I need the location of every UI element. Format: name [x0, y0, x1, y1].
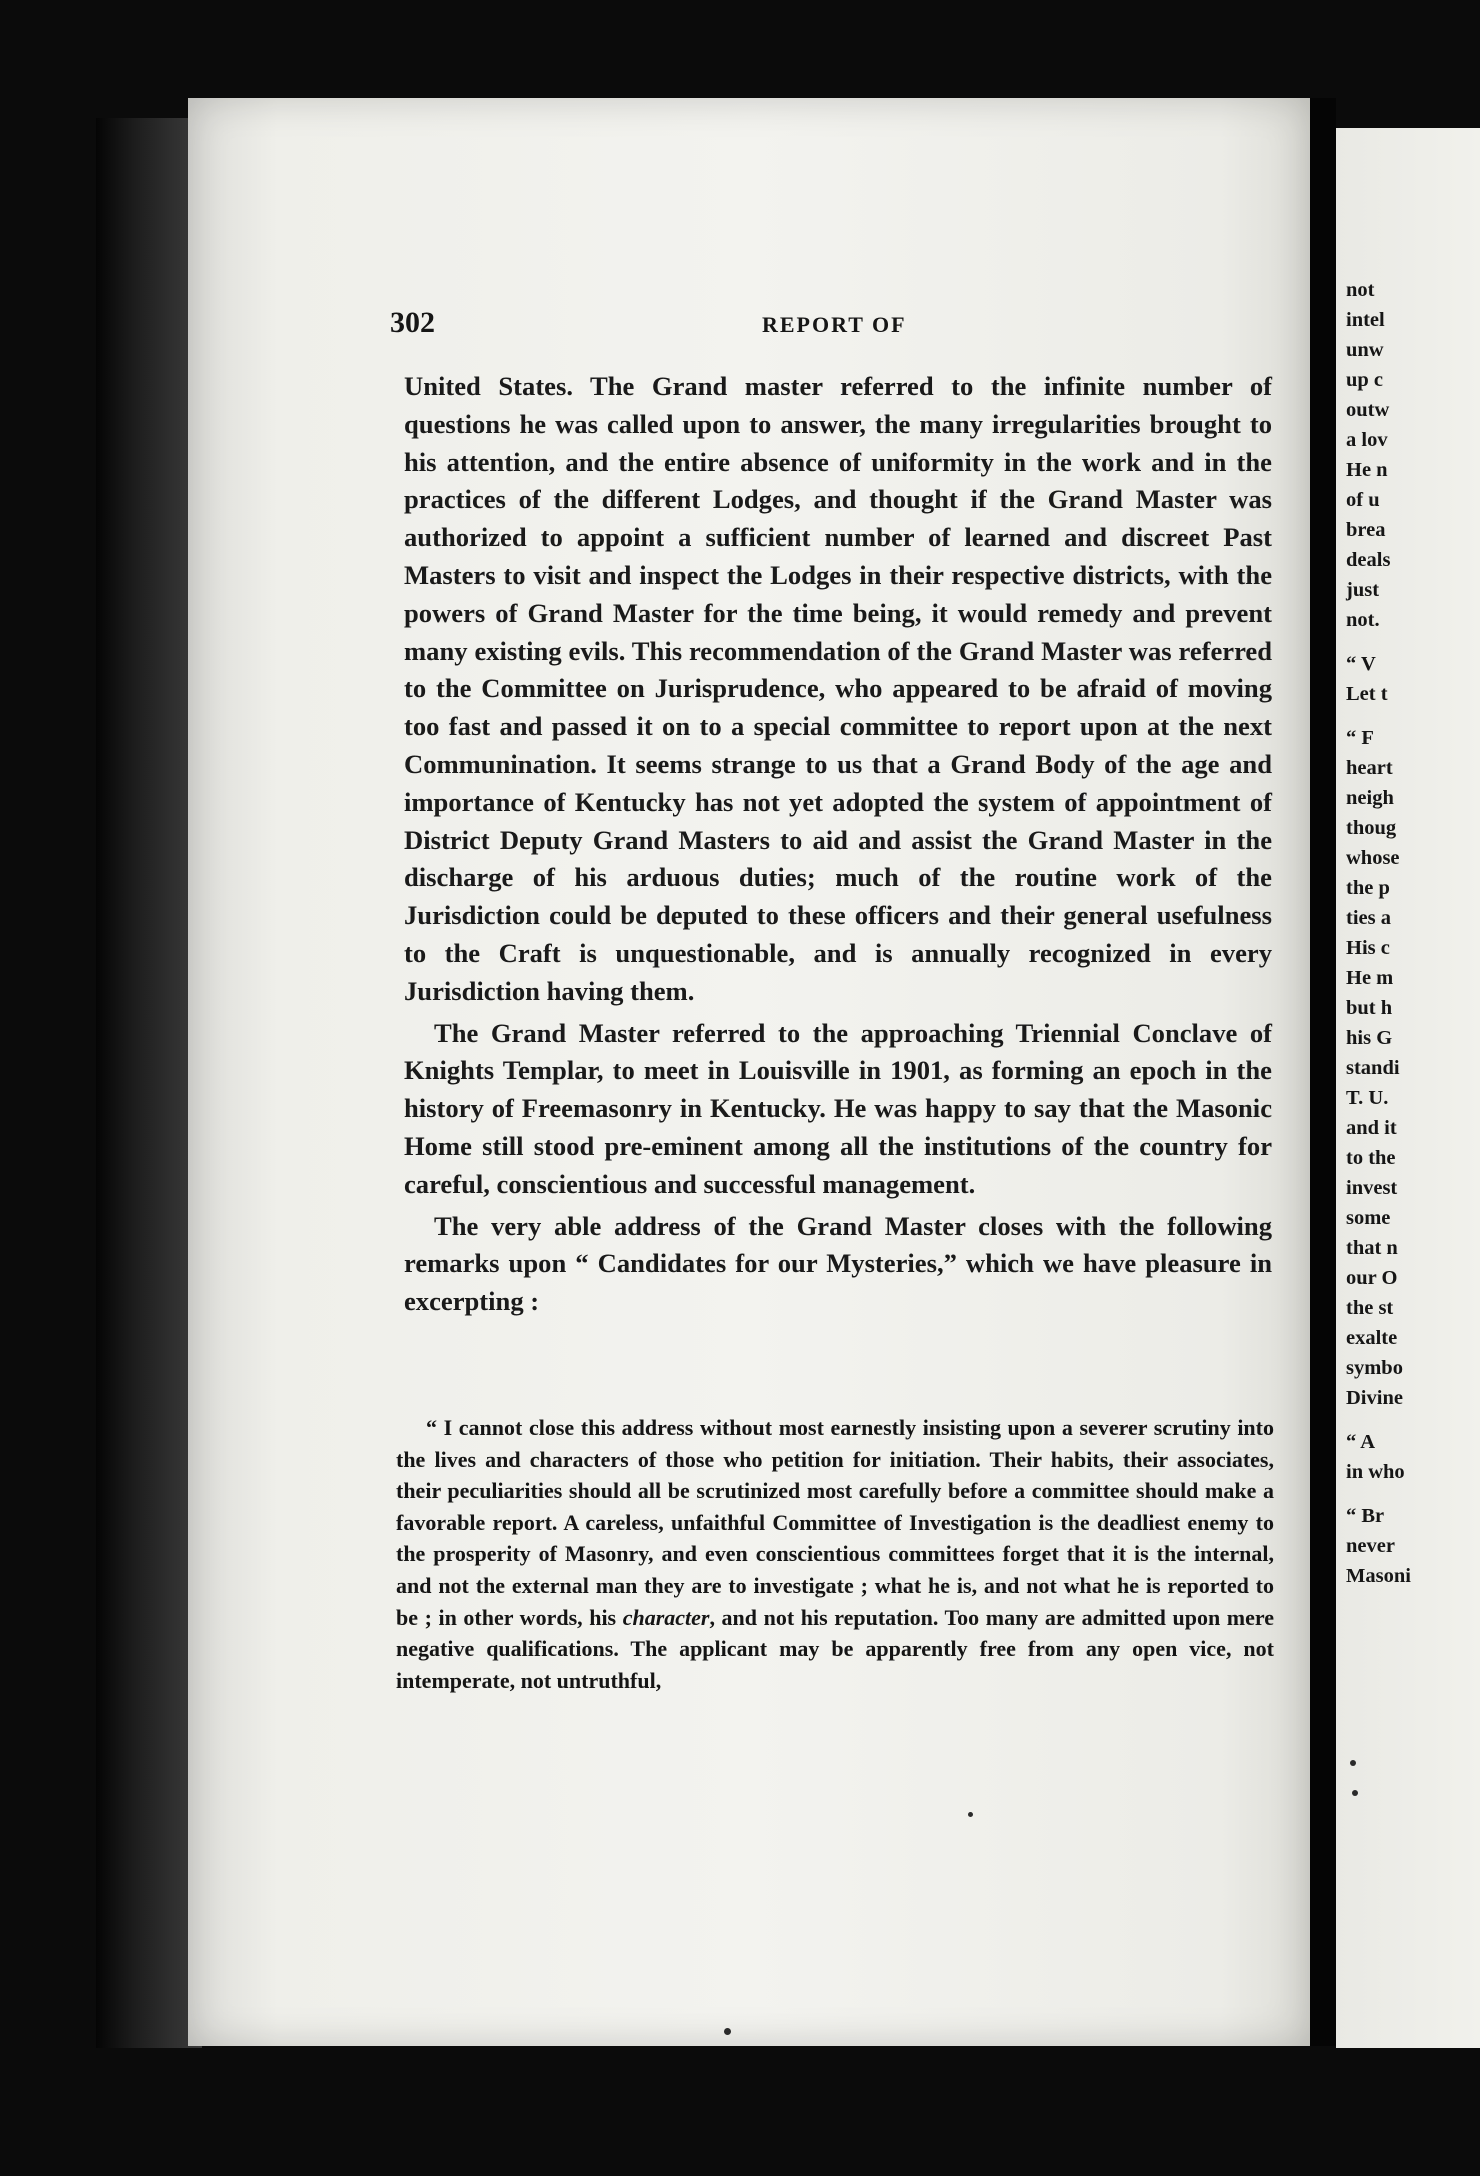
adjacent-page-text: intel — [1346, 309, 1385, 331]
adjacent-page-text: thoug — [1346, 817, 1397, 839]
adjacent-page-text: T. U. — [1346, 1087, 1389, 1109]
adjacent-page-text: “ Br — [1346, 1505, 1385, 1527]
adjacent-page-text: the p — [1346, 877, 1390, 899]
quote-text-after: , and not his reputation. Too many are admitted upon mere negative qualifications. The applicant may be apparently free from any open vice, not intemperate, not untruthful, — [396, 1604, 1274, 1693]
adjacent-page-text: that n — [1346, 1237, 1398, 1259]
adjacent-page-text: whose — [1346, 847, 1400, 869]
adjacent-page-text: “ V — [1346, 653, 1376, 675]
adjacent-page-text: unw — [1346, 339, 1384, 361]
adjacent-page-text: Masoni — [1346, 1565, 1411, 1587]
paragraph-1: United States. The Grand master referred to the infinite number of questions he was called upon to answer, the many irregularities brought to his attention, and the entire absence of uniformity in the work and in the practices of the different Lodges, and thought if the Grand Master was authorized to appoint a sufficient number of learned and discreet Past Masters to visit and inspect the Lodges in their respective districts, with the powers of Grand Master for the time being, it would remedy and prevent many existing evils. This recommendation of the Grand Master was referred to the Committee on Jurisprudence, who appeared to be afraid of moving too fast and passed it on to a special committee to report upon at the next Communination. It seems strange to us that a Grand Body of the age and importance of Kentucky has not yet adopted the system of appointment of District Deputy Grand Masters to aid and assist the Grand Master in the discharge of his arduous duties; much of the routine work of the Jurisdiction could be deputed to these officers and their general usefulness to the Craft is unquestionable, and is annually recognized in every Jurisdiction having them. — [404, 371, 1272, 1006]
adjacent-page-text: his G — [1346, 1027, 1393, 1049]
adjacent-page-text: not. — [1346, 609, 1380, 631]
adjacent-page-text: He m — [1346, 967, 1394, 989]
adjacent-page-text: just — [1346, 579, 1380, 601]
adjacent-page-text: and it — [1346, 1117, 1397, 1139]
quote-text-before: “ I cannot close this address without most earnestly insisting upon a severer scrutiny into the lives and characters of those who petition for initiation. Their habits, their associates, their peculiarities should all be scrutinized most carefully before a committee should make a favorable report. A careless, unfaithful Committee of Investigation is the deadliest enemy to the prosperity of Masonry, and even conscientious committees forget that it is the internal, and not the external man they are to investigate ; what he is, and not what he is reported to be ; in other words, his — [396, 1415, 1274, 1630]
page-header — [390, 306, 1290, 346]
scan-speck — [724, 2028, 731, 2035]
running-head: REPORT OF — [762, 312, 907, 337]
scan-speck — [1352, 1790, 1358, 1796]
adjacent-page-text: symbo — [1346, 1357, 1403, 1379]
page-gutter — [1310, 98, 1336, 2046]
adjacent-page-text: invest — [1346, 1177, 1398, 1199]
adjacent-page-text: “ A — [1346, 1431, 1376, 1453]
adjacent-page-fragment — [1336, 128, 1480, 2048]
paragraph-2: The Grand Master referred to the approaching Triennial Conclave of Knights Templar, to meet in Louisville in 1901, as forming an epoch in the history of Freemasonry in Kentucky. He was happy to say that the Masonic Home still stood pre-eminent among all the institutions of the country for careful, conscientious and successful management. — [404, 1017, 1272, 1199]
adjacent-page-text: never — [1346, 1535, 1395, 1557]
adjacent-page-text: to the — [1346, 1147, 1396, 1169]
quote-emphasis: character — [622, 1604, 710, 1630]
adjacent-page-text: neigh — [1346, 787, 1394, 809]
adjacent-page-text: of u — [1346, 489, 1380, 511]
adjacent-page-text: some — [1346, 1207, 1391, 1229]
scan-speck — [968, 1812, 973, 1817]
adjacent-page-text: our O — [1346, 1267, 1398, 1289]
adjacent-page-text: outw — [1346, 399, 1390, 421]
adjacent-page-text: His c — [1346, 937, 1390, 959]
adjacent-page-text: a lov — [1346, 429, 1388, 451]
block-quote — [396, 1412, 1274, 1696]
adjacent-page-text: not — [1346, 279, 1375, 301]
adjacent-page-text: Let t — [1346, 683, 1388, 705]
adjacent-page-text: “ F — [1346, 727, 1374, 749]
adjacent-page-text: heart — [1346, 757, 1393, 779]
body-text — [404, 368, 1272, 1321]
adjacent-page-text: standi — [1346, 1057, 1400, 1079]
scan-speck — [1350, 1760, 1356, 1766]
quote-paragraph — [396, 1412, 1274, 1696]
page-number: 302 — [390, 306, 435, 339]
adjacent-page-text: ties a — [1346, 907, 1391, 929]
book-spine-shadow — [96, 118, 202, 2048]
adjacent-page-text: brea — [1346, 519, 1386, 541]
adjacent-page-text: Divine — [1346, 1387, 1403, 1409]
adjacent-page-text: in who — [1346, 1461, 1405, 1483]
paragraph-3: The very able address of the Grand Master closes with the following remarks upon “ Candidates for our Mysteries,” which we have pleasure in excerpting : — [404, 1210, 1272, 1317]
adjacent-page-text: exalte — [1346, 1327, 1398, 1349]
adjacent-page-text: deals — [1346, 549, 1391, 571]
adjacent-page-text: He n — [1346, 459, 1388, 481]
adjacent-page-text: up c — [1346, 369, 1384, 391]
adjacent-page-text: the st — [1346, 1297, 1394, 1319]
adjacent-page-text: but h — [1346, 997, 1393, 1019]
